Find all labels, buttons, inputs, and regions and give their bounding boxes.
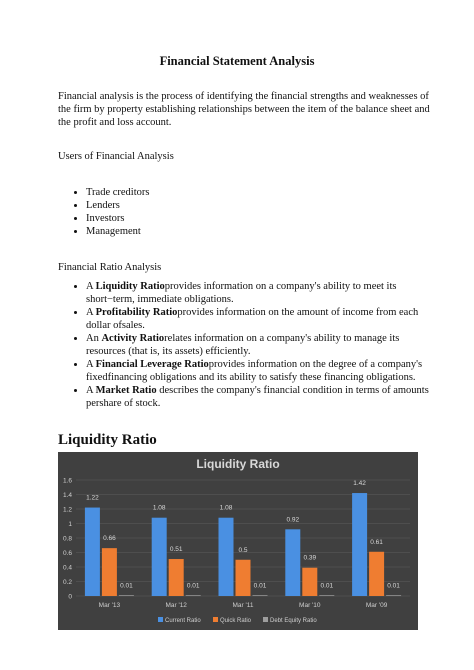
y-tick-label: 1.4 [62, 492, 72, 499]
y-tick-label: 0.8 [62, 535, 72, 543]
bar [186, 595, 201, 596]
ratio-name: Market Ratio [95, 385, 157, 396]
ratio-prefix: A [86, 281, 96, 292]
x-tick-label: Mar '11 [232, 602, 254, 609]
x-tick-label: Mar '09 [365, 602, 388, 609]
y-tick-label: 0.4 [62, 564, 72, 572]
x-tick-label: Mar '13 [98, 602, 121, 609]
legend-swatch [158, 617, 163, 622]
bar [352, 493, 367, 596]
data-label: 1.08 [219, 504, 233, 512]
data-label: 0.66 [103, 535, 116, 543]
data-label: 0.92 [286, 516, 300, 524]
ratio-description: relates information on a company's ability to manage its resources (that is, its assets) efficiently. [86, 333, 400, 357]
list-item [86, 384, 430, 410]
ratio-description: provides information on a company's ability to meet its short−term, immediate obligations. [86, 281, 397, 305]
data-label: 1.22 [86, 494, 99, 502]
data-label: 0.01 [186, 582, 200, 590]
data-label: 0.39 [303, 554, 317, 562]
bar [302, 568, 317, 596]
bar [152, 518, 167, 596]
y-tick-label: 1 [68, 521, 72, 528]
bar [219, 518, 234, 596]
legend-label: Debt Equity Ratio [270, 618, 317, 624]
list-item [86, 358, 430, 384]
legend-label: Quick Ratio [220, 618, 252, 624]
x-tick-label: Mar '12 [165, 602, 187, 609]
list-item: • Management [86, 225, 149, 238]
bar [236, 560, 251, 596]
ratio-name: Financial Leverage Ratio [95, 359, 209, 370]
bar [285, 529, 300, 596]
data-label: 0.61 [370, 538, 383, 546]
chart-title: Liquidity Ratio [196, 457, 280, 471]
bar [169, 559, 184, 596]
bar [369, 552, 384, 596]
bar [386, 595, 401, 596]
y-tick-label: 0 [68, 593, 72, 601]
ratio-prefix: An [86, 333, 102, 344]
ratio-prefix: A [86, 385, 96, 396]
data-label: 0.51 [169, 546, 183, 554]
y-tick-label: 0.6 [62, 550, 72, 557]
users-heading: Users of Financial Analysis [58, 151, 174, 162]
data-label: 1.42 [353, 480, 366, 488]
data-label: 1.08 [152, 504, 166, 512]
data-label: 0.01 [120, 582, 133, 590]
list-item [86, 306, 430, 332]
y-tick-label: 1.2 [62, 506, 72, 514]
ratio-name: Liquidity Ratio [95, 281, 165, 292]
ratio-list [58, 280, 430, 410]
ratio-description: provides information on the degree of a company's fixedfinancing obligations and its ability to satisfy these financing obligations. [86, 359, 423, 383]
list-item [86, 280, 430, 306]
intro-paragraph: Financial analysis is the process of identifying the financial strengths and weaknesses of the firm by property establishing relationships between the item of the balance sheet and the profit and loss account. [58, 91, 430, 128]
data-label: 0.01 [253, 582, 267, 590]
bar [102, 548, 117, 596]
ratio-prefix: A [86, 359, 96, 370]
list-item: • Lenders [86, 199, 149, 212]
legend-label: Current Ratio [165, 618, 201, 624]
users-list [58, 186, 149, 238]
ratio-name: Profitability Ratio [95, 307, 178, 318]
legend-swatch [263, 617, 268, 622]
legend-swatch [213, 617, 218, 622]
bar [85, 508, 100, 596]
data-label: 0.01 [387, 582, 400, 590]
bar [119, 595, 134, 596]
ratio-name: Activity Ratio [101, 333, 165, 344]
bar [253, 595, 268, 596]
y-tick-label: 0.2 [62, 579, 72, 586]
list-item: • Investors [86, 212, 149, 225]
x-tick-label: Mar '10 [299, 602, 321, 609]
y-tick-label: 1.6 [62, 477, 72, 485]
liquidity-ratio-chart [58, 452, 418, 630]
data-label: 0.5 [238, 546, 248, 554]
ratio-description: describes the company's financial condition in terms of amounts pershare of stock. [86, 385, 429, 409]
ratio-heading: Financial Ratio Analysis [58, 262, 162, 273]
list-item: • Trade creditors [86, 186, 149, 199]
data-label: 0.01 [320, 582, 334, 590]
ratio-prefix: A [86, 307, 96, 318]
list-item [86, 332, 430, 358]
bar [319, 595, 334, 596]
ratio-description: provides information on the amount of income from each dollar ofsales. [86, 307, 419, 331]
section-heading: Liquidity Ratio [58, 432, 157, 448]
page-title: Financial Statement Analysis [159, 54, 315, 68]
